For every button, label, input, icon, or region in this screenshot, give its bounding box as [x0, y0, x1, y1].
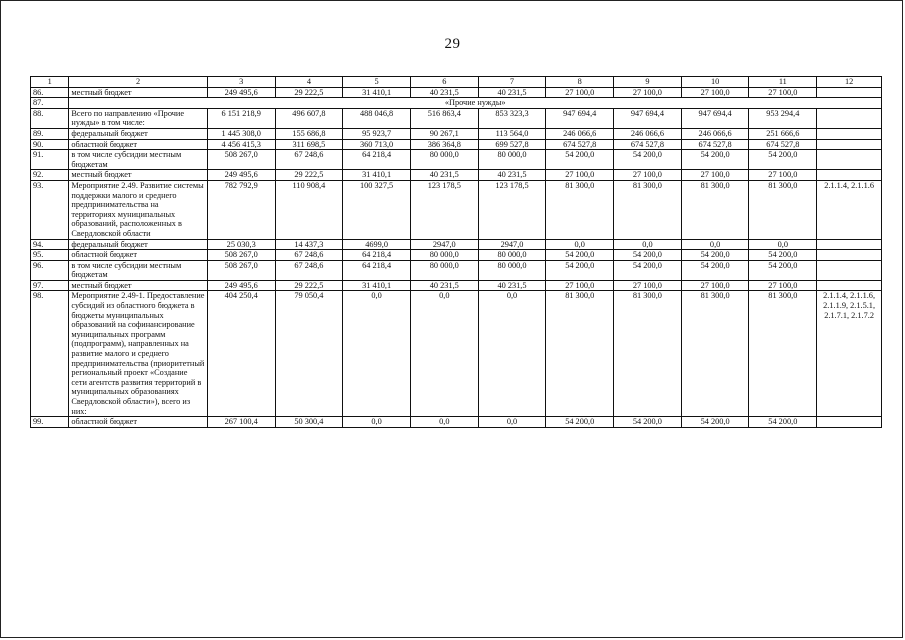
header-cell: 6: [410, 77, 478, 88]
value-cell: 40 231,5: [478, 170, 546, 181]
header-row: [31, 77, 882, 88]
value-cell: 953 294,4: [749, 108, 817, 128]
value-cell: 311 698,5: [275, 139, 343, 150]
table-row: [31, 150, 882, 170]
table-row: [31, 250, 882, 261]
row-number: 94.: [31, 239, 69, 250]
header-cell: 7: [478, 77, 546, 88]
reference-cell: [817, 239, 882, 250]
row-number: 88.: [31, 108, 69, 128]
value-cell: 110 908,4: [275, 180, 343, 239]
value-cell: 496 607,8: [275, 108, 343, 128]
value-cell: 80 000,0: [410, 260, 478, 280]
value-cell: 40 231,5: [478, 280, 546, 291]
value-cell: 67 248,6: [275, 150, 343, 170]
value-cell: 27 100,0: [681, 87, 749, 98]
section-row: [31, 98, 882, 109]
header-cell: 12: [817, 77, 882, 88]
row-name: в том числе субсидии местным бюджетам: [69, 150, 207, 170]
table-row: [31, 128, 882, 139]
value-cell: 0,0: [410, 417, 478, 428]
value-cell: 40 231,5: [410, 170, 478, 181]
value-cell: 2947,0: [478, 239, 546, 250]
value-cell: 0,0: [478, 291, 546, 417]
value-cell: 64 218,4: [343, 150, 411, 170]
row-number: 99.: [31, 417, 69, 428]
row-name: Мероприятие 2.49. Развитие системы поддержки малого и среднего предпринимательства на территориях муниципальных образований, расположенных в Свердловской области: [69, 180, 207, 239]
value-cell: 0,0: [410, 291, 478, 417]
value-cell: 27 100,0: [546, 170, 614, 181]
value-cell: 80 000,0: [478, 250, 546, 261]
value-cell: 249 495,6: [207, 170, 275, 181]
header-cell: 2: [69, 77, 207, 88]
page-number: 29: [444, 36, 461, 52]
row-name: областной бюджет: [69, 250, 207, 261]
value-cell: 81 300,0: [546, 291, 614, 417]
reference-cell: [817, 128, 882, 139]
value-cell: 113 564,0: [478, 128, 546, 139]
value-cell: 947 694,4: [546, 108, 614, 128]
value-cell: 251 666,6: [749, 128, 817, 139]
table-row: [31, 291, 882, 417]
value-cell: 27 100,0: [681, 170, 749, 181]
value-cell: 81 300,0: [681, 291, 749, 417]
header-cell: 11: [749, 77, 817, 88]
value-cell: 0,0: [478, 417, 546, 428]
value-cell: 2947,0: [410, 239, 478, 250]
value-cell: 54 200,0: [546, 150, 614, 170]
row-number: 90.: [31, 139, 69, 150]
value-cell: 0,0: [343, 291, 411, 417]
value-cell: 90 267,1: [410, 128, 478, 139]
value-cell: 40 231,5: [410, 280, 478, 291]
value-cell: 40 231,5: [478, 87, 546, 98]
value-cell: 249 495,6: [207, 280, 275, 291]
value-cell: 0,0: [681, 239, 749, 250]
value-cell: 674 527,8: [546, 139, 614, 150]
row-name: областной бюджет: [69, 139, 207, 150]
value-cell: 81 300,0: [614, 180, 682, 239]
value-cell: 488 046,8: [343, 108, 411, 128]
value-cell: 67 248,6: [275, 250, 343, 261]
value-cell: 674 527,8: [681, 139, 749, 150]
value-cell: 1 445 308,0: [207, 128, 275, 139]
header-cell: 9: [614, 77, 682, 88]
value-cell: 25 030,3: [207, 239, 275, 250]
value-cell: 81 300,0: [546, 180, 614, 239]
row-name: местный бюджет: [69, 87, 207, 98]
row-number: 95.: [31, 250, 69, 261]
value-cell: 155 686,8: [275, 128, 343, 139]
reference-cell: [817, 87, 882, 98]
value-cell: 81 300,0: [749, 291, 817, 417]
row-number: 89.: [31, 128, 69, 139]
value-cell: 54 200,0: [681, 150, 749, 170]
row-number: 91.: [31, 150, 69, 170]
value-cell: 782 792,9: [207, 180, 275, 239]
value-cell: 674 527,8: [749, 139, 817, 150]
value-cell: 54 200,0: [749, 150, 817, 170]
reference-cell: [817, 170, 882, 181]
value-cell: 27 100,0: [749, 170, 817, 181]
value-cell: 516 863,4: [410, 108, 478, 128]
value-cell: 27 100,0: [546, 87, 614, 98]
row-number: 92.: [31, 170, 69, 181]
value-cell: 54 200,0: [681, 260, 749, 280]
row-name: в том числе субсидии местным бюджетам: [69, 260, 207, 280]
value-cell: 674 527,8: [614, 139, 682, 150]
value-cell: 246 066,6: [681, 128, 749, 139]
value-cell: 27 100,0: [614, 170, 682, 181]
value-cell: 404 250,4: [207, 291, 275, 417]
row-number: 87.: [31, 98, 69, 109]
value-cell: 508 267,0: [207, 150, 275, 170]
value-cell: 54 200,0: [546, 250, 614, 261]
value-cell: 54 200,0: [614, 150, 682, 170]
value-cell: 14 437,3: [275, 239, 343, 250]
value-cell: 386 364,8: [410, 139, 478, 150]
value-cell: 27 100,0: [749, 280, 817, 291]
reference-cell: [817, 280, 882, 291]
row-name: федеральный бюджет: [69, 128, 207, 139]
value-cell: 699 527,8: [478, 139, 546, 150]
row-name: местный бюджет: [69, 280, 207, 291]
row-name: Всего по направлению «Прочие нужды» в том числе:: [69, 108, 207, 128]
reference-cell: [817, 108, 882, 128]
row-number: 93.: [31, 180, 69, 239]
value-cell: 4699,0: [343, 239, 411, 250]
header-cell: 1: [31, 77, 69, 88]
value-cell: 27 100,0: [614, 87, 682, 98]
value-cell: 29 222,5: [275, 280, 343, 291]
value-cell: 0,0: [343, 417, 411, 428]
header-cell: 10: [681, 77, 749, 88]
value-cell: 54 200,0: [546, 417, 614, 428]
value-cell: 27 100,0: [681, 280, 749, 291]
value-cell: 80 000,0: [410, 150, 478, 170]
value-cell: 947 694,4: [614, 108, 682, 128]
value-cell: 31 410,1: [343, 87, 411, 98]
value-cell: 249 495,6: [207, 87, 275, 98]
value-cell: 508 267,0: [207, 250, 275, 261]
value-cell: 81 300,0: [614, 291, 682, 417]
table-row: [31, 260, 882, 280]
row-name: федеральный бюджет: [69, 239, 207, 250]
budget-table: [30, 76, 882, 428]
value-cell: 54 200,0: [681, 250, 749, 261]
value-cell: 29 222,5: [275, 170, 343, 181]
row-name: местный бюджет: [69, 170, 207, 181]
value-cell: 123 178,5: [478, 180, 546, 239]
value-cell: 67 248,6: [275, 260, 343, 280]
value-cell: 54 200,0: [546, 260, 614, 280]
header-cell: 5: [343, 77, 411, 88]
row-name: Мероприятие 2.49-1. Предоставление субсидий из областного бюджета в бюджеты муниципальных образований на софинансирование муниципальных программ (подпрограмм), направленных на развитие малого и среднего предпринимательства (приоритетный региональный проект «Создание сети агентств развития территорий в муниципальных образованиях Свердловской области»), всего из них:: [69, 291, 207, 417]
value-cell: 0,0: [749, 239, 817, 250]
section-label: «Прочие нужды»: [69, 98, 882, 109]
table-row: [31, 180, 882, 239]
value-cell: 246 066,6: [614, 128, 682, 139]
value-cell: 100 327,5: [343, 180, 411, 239]
value-cell: 64 218,4: [343, 260, 411, 280]
table-row: [31, 417, 882, 428]
value-cell: 29 222,5: [275, 87, 343, 98]
reference-cell: [817, 260, 882, 280]
value-cell: 40 231,5: [410, 87, 478, 98]
reference-cell: [817, 150, 882, 170]
value-cell: 27 100,0: [749, 87, 817, 98]
value-cell: 508 267,0: [207, 260, 275, 280]
value-cell: 360 713,0: [343, 139, 411, 150]
value-cell: 54 200,0: [749, 250, 817, 261]
value-cell: 0,0: [614, 239, 682, 250]
value-cell: 80 000,0: [478, 150, 546, 170]
reference-cell: [817, 417, 882, 428]
reference-cell: 2.1.1.4, 2.1.1.6: [817, 180, 882, 239]
value-cell: 123 178,5: [410, 180, 478, 239]
value-cell: 81 300,0: [681, 180, 749, 239]
row-number: 96.: [31, 260, 69, 280]
table-row: [31, 280, 882, 291]
table-row: [31, 239, 882, 250]
reference-cell: 2.1.1.4, 2.1.1.6, 2.1.1.9, 2.1.5.1, 2.1.7.1, 2.1.7.2: [817, 291, 882, 417]
table-body: [31, 77, 882, 428]
value-cell: 79 050,4: [275, 291, 343, 417]
value-cell: 54 200,0: [749, 417, 817, 428]
value-cell: 4 456 415,3: [207, 139, 275, 150]
reference-cell: [817, 139, 882, 150]
value-cell: 95 923,7: [343, 128, 411, 139]
value-cell: 54 200,0: [681, 417, 749, 428]
row-number: 86.: [31, 87, 69, 98]
reference-cell: [817, 250, 882, 261]
header-cell: 3: [207, 77, 275, 88]
value-cell: 80 000,0: [478, 260, 546, 280]
table-row: [31, 108, 882, 128]
table-row: [31, 170, 882, 181]
header-cell: 4: [275, 77, 343, 88]
value-cell: 27 100,0: [546, 280, 614, 291]
value-cell: 54 200,0: [614, 250, 682, 261]
value-cell: 64 218,4: [343, 250, 411, 261]
value-cell: 947 694,4: [681, 108, 749, 128]
value-cell: 31 410,1: [343, 280, 411, 291]
value-cell: 54 200,0: [614, 260, 682, 280]
row-number: 98.: [31, 291, 69, 417]
row-number: 97.: [31, 280, 69, 291]
value-cell: 54 200,0: [749, 260, 817, 280]
value-cell: 853 323,3: [478, 108, 546, 128]
value-cell: 27 100,0: [614, 280, 682, 291]
value-cell: 80 000,0: [410, 250, 478, 261]
header-cell: 8: [546, 77, 614, 88]
value-cell: 54 200,0: [614, 417, 682, 428]
value-cell: 50 300,4: [275, 417, 343, 428]
value-cell: 81 300,0: [749, 180, 817, 239]
row-name: областной бюджет: [69, 417, 207, 428]
value-cell: 31 410,1: [343, 170, 411, 181]
table-row: [31, 139, 882, 150]
value-cell: 6 151 218,9: [207, 108, 275, 128]
value-cell: 0,0: [546, 239, 614, 250]
value-cell: 267 100,4: [207, 417, 275, 428]
table-row: [31, 87, 882, 98]
value-cell: 246 066,6: [546, 128, 614, 139]
